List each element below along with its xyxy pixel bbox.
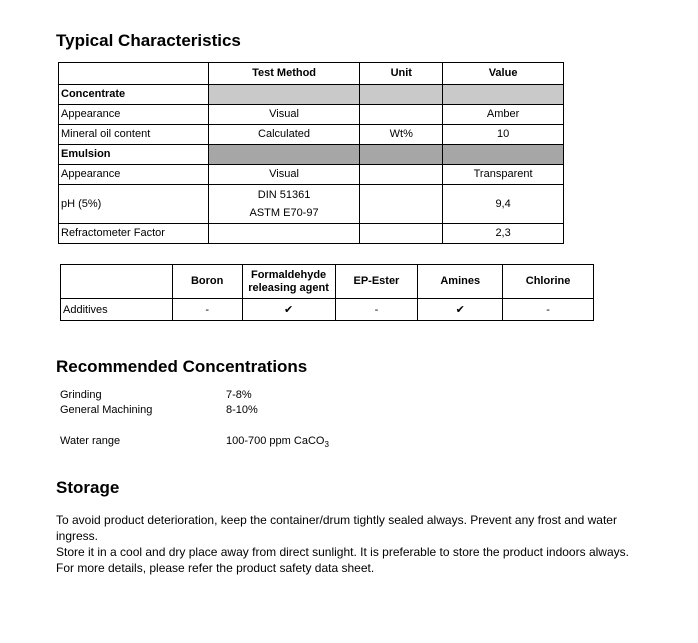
shaded-cell bbox=[443, 85, 564, 105]
row-value: 9,4 bbox=[443, 185, 564, 224]
row-unit bbox=[360, 224, 443, 244]
shaded-cell bbox=[208, 85, 360, 105]
shaded-cell bbox=[360, 85, 443, 105]
additive-value: - bbox=[335, 299, 418, 321]
header-formaldehyde: Formaldehyde releasing agent bbox=[242, 265, 335, 299]
row-method: Visual bbox=[208, 105, 360, 125]
additives-table bbox=[60, 264, 594, 321]
header-chlorine: Chlorine bbox=[503, 265, 594, 299]
row-unit bbox=[360, 185, 443, 224]
section-label-emulsion: Emulsion bbox=[59, 145, 209, 165]
header-boron: Boron bbox=[172, 265, 242, 299]
header-amines: Amines bbox=[418, 265, 503, 299]
section-label-concentrate: Concentrate bbox=[59, 85, 209, 105]
storage-paragraph: To avoid product deterioration, keep the container/drum tightly sealed always. Prevent any frost and water ingress. bbox=[56, 513, 617, 543]
concentration-value: 8-10% bbox=[226, 404, 258, 416]
check-icon: ✔ bbox=[418, 299, 503, 321]
concentration-label: General Machining bbox=[60, 404, 153, 416]
header-cell bbox=[61, 265, 173, 299]
table-row bbox=[59, 185, 564, 224]
storage-text bbox=[56, 512, 646, 576]
row-value: 2,3 bbox=[443, 224, 564, 244]
header-unit: Unit bbox=[360, 63, 443, 85]
row-unit bbox=[360, 105, 443, 125]
header-cell bbox=[59, 63, 209, 85]
check-icon: ✔ bbox=[242, 299, 335, 321]
table-row bbox=[59, 224, 564, 244]
method-line-1: DIN 51361 bbox=[257, 189, 311, 201]
water-range-text: 100-700 ppm CaCO bbox=[226, 435, 325, 447]
additive-value: - bbox=[172, 299, 242, 321]
concentration-label: Water range bbox=[60, 435, 121, 447]
concentration-value: 7-8% bbox=[226, 389, 252, 401]
row-value: 10 bbox=[443, 125, 564, 145]
row-value: Amber bbox=[443, 105, 564, 125]
method-line-2: ASTM E70-97 bbox=[249, 207, 319, 219]
section-title-recommended-concentrations: Recommended Concentrations bbox=[56, 357, 308, 376]
row-method bbox=[208, 224, 360, 244]
characteristics-table bbox=[58, 62, 564, 244]
section-row-concentrate bbox=[59, 85, 564, 105]
shaded-cell bbox=[443, 145, 564, 165]
concentration-value bbox=[226, 435, 329, 449]
row-method: Calculated bbox=[208, 125, 360, 145]
section-title-typical-characteristics: Typical Characteristics bbox=[56, 31, 241, 50]
row-method bbox=[208, 185, 360, 224]
shaded-cell bbox=[208, 145, 360, 165]
row-label: pH (5%) bbox=[59, 185, 209, 224]
storage-paragraph: Store it in a cool and dry place away from direct sunlight. It is preferable to store the product indoors always. bbox=[56, 545, 629, 559]
row-method: Visual bbox=[208, 165, 360, 185]
table-row bbox=[59, 165, 564, 185]
section-title-storage: Storage bbox=[56, 478, 120, 497]
row-label: Appearance bbox=[59, 105, 209, 125]
shaded-cell bbox=[360, 145, 443, 165]
row-label: Refractometer Factor bbox=[59, 224, 209, 244]
header-value: Value bbox=[443, 63, 564, 85]
subscript: 3 bbox=[324, 440, 329, 450]
table-header-row bbox=[59, 63, 564, 85]
row-label: Appearance bbox=[59, 165, 209, 185]
table-row bbox=[59, 105, 564, 125]
row-label: Mineral oil content bbox=[59, 125, 209, 145]
concentration-label: Grinding bbox=[60, 389, 102, 401]
row-unit: Wt% bbox=[360, 125, 443, 145]
row-value: Transparent bbox=[443, 165, 564, 185]
storage-paragraph: For more details, please refer the product safety data sheet. bbox=[56, 561, 375, 575]
table-row bbox=[59, 125, 564, 145]
section-row-emulsion bbox=[59, 145, 564, 165]
row-unit bbox=[360, 165, 443, 185]
additive-value: - bbox=[503, 299, 594, 321]
row-label-additives: Additives bbox=[61, 299, 173, 321]
header-ep-ester: EP-Ester bbox=[335, 265, 418, 299]
header-test-method: Test Method bbox=[208, 63, 360, 85]
table-row bbox=[61, 299, 594, 321]
table-header-row bbox=[61, 265, 594, 299]
